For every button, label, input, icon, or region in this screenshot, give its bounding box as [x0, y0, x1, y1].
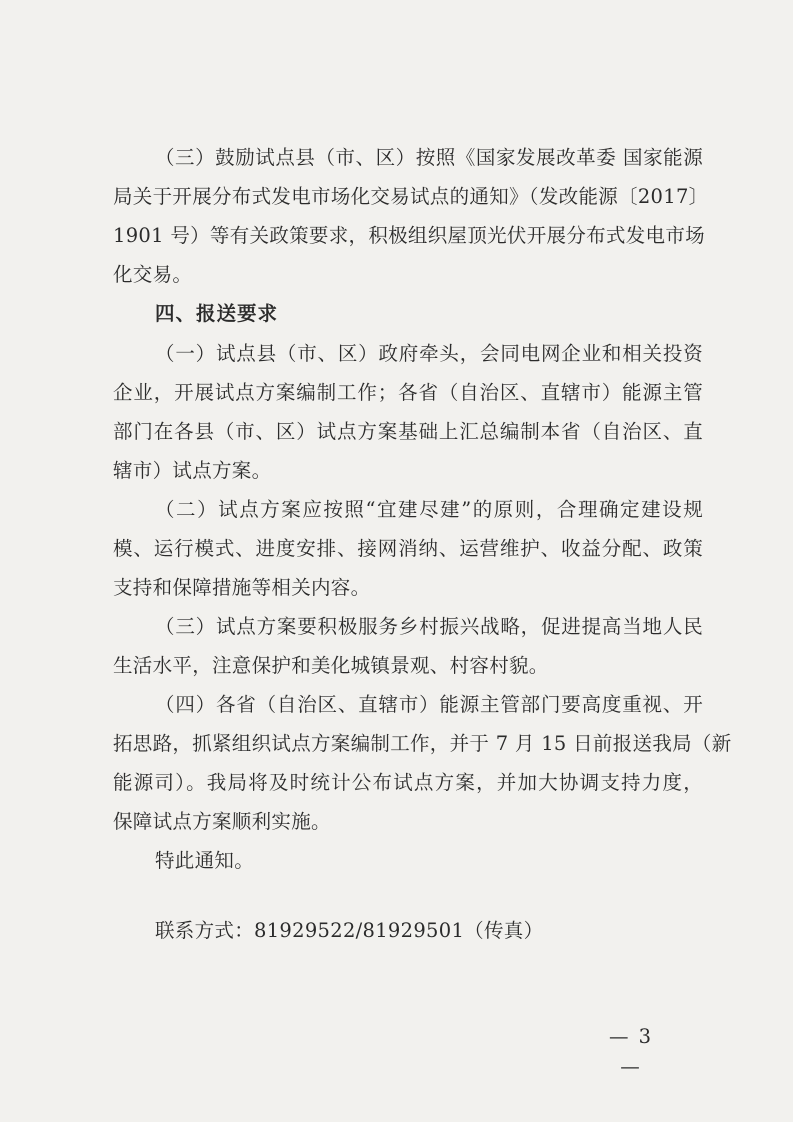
item-1-line-3: 部门在各县（市、区）试点方案基础上汇总编制本省（自治区、直	[113, 420, 703, 443]
item-3-line-2: 生活水平，注意保护和美化城镇景观、村容村貌。	[113, 654, 549, 677]
section-4-heading: 四、报送要求	[155, 302, 279, 325]
item-1-line-2: 企业，开展试点方案编制工作；各省（自治区、直辖市）能源主管	[113, 381, 703, 404]
item-2-line-3: 支持和保障措施等相关内容。	[113, 576, 371, 599]
section-3-3-line-1: （三）鼓励试点县（市、区）按照《国家发展改革委 国家能源	[155, 146, 703, 169]
item-1-line-1: （一）试点县（市、区）政府牵头，会同电网企业和相关投资	[155, 342, 703, 365]
closing-text: 特此通知。	[155, 849, 255, 872]
item-4-line-1: （四）各省（自治区、直辖市）能源主管部门要高度重视、开	[155, 693, 703, 716]
item-4-line-2: 拓思路，抓紧组织试点方案编制工作，并于 7 月 15 日前报送我局（新	[113, 732, 732, 755]
item-4-line-3: 能源司）。我局将及时统计公布试点方案，并加大协调支持力度，	[113, 771, 703, 794]
item-2-line-2: 模、运行模式、进度安排、接网消纳、运营维护、收益分配、政策	[113, 537, 703, 560]
contact-info: 联系方式：81929522/81929501（传真）	[155, 919, 544, 942]
item-4-line-4: 保障试点方案顺利实施。	[113, 810, 331, 833]
item-1-line-4: 辖市）试点方案。	[113, 459, 272, 482]
item-2-line-1: （二）试点方案应按照“宜建尽建”的原则，合理确定建设规	[155, 498, 703, 521]
page-number: — 3 —	[608, 1025, 654, 1078]
section-3-3-line-2: 局关于开展分布式发电市场化交易试点的通知》（发改能源〔2017〕	[113, 185, 709, 208]
item-3-line-1: （三）试点方案要积极服务乡村振兴战略，促进提高当地人民	[155, 615, 703, 638]
section-3-3-line-4: 化交易。	[113, 263, 193, 286]
section-3-3-line-3: 1901 号）等有关政策要求，积极组织屋顶光伏开展分布式发电市场	[113, 224, 705, 247]
